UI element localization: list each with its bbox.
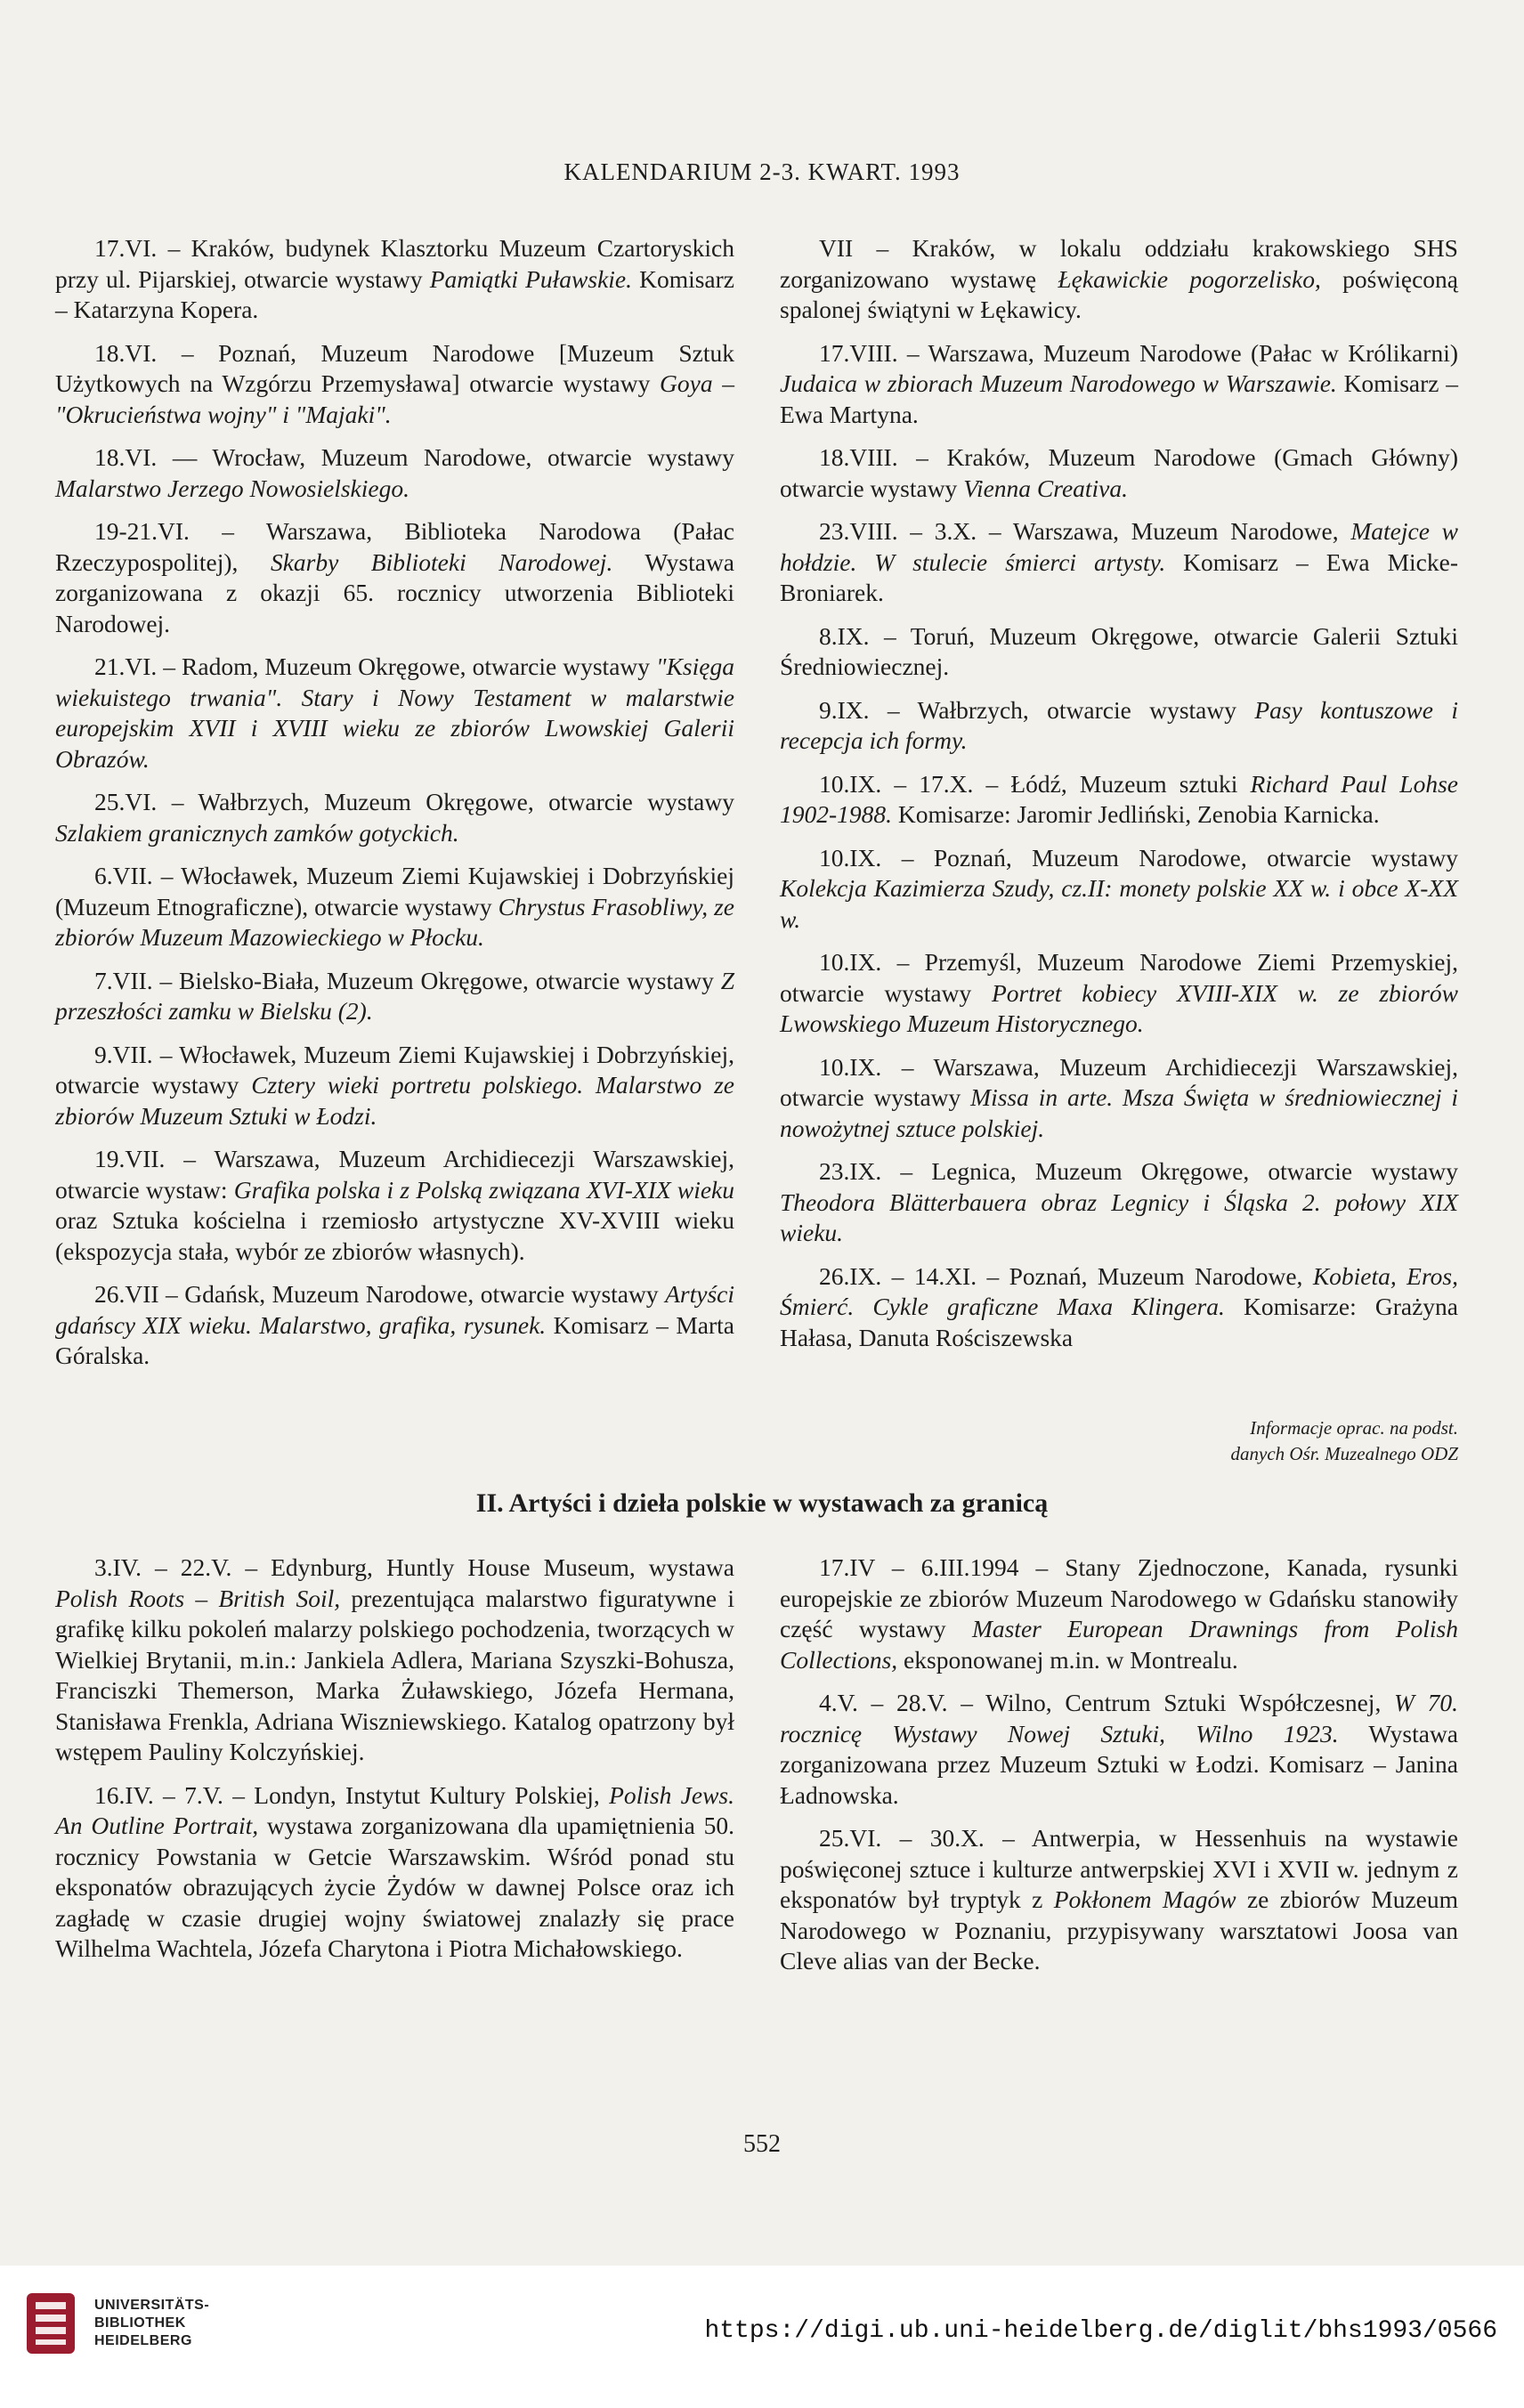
entry-text: Wrocław, Muzeum Narodowe, otwarcie wystawy: [197, 443, 734, 471]
entry-date: 18.VIII. –: [819, 443, 928, 471]
calendar-entry: [780, 516, 1458, 609]
calendar-entry: [780, 338, 1458, 431]
calendar-entry: [780, 1261, 1458, 1354]
entry-text: Przemyśl, Muzeum Narodowe Ziemi Przemyskiej, otwarcie wystawy: [780, 948, 1458, 1007]
entry-text: Wilno, Centrum Sztuki Współczesnej,: [972, 1689, 1395, 1716]
entry-date: 8.IX. –: [819, 621, 896, 650]
calendar-entry: [780, 1156, 1458, 1249]
entry-date: 19.VII. –: [94, 1145, 197, 1172]
entry-date: 23.IX. –: [819, 1157, 913, 1185]
entry-title: Theodora Blätterbauera obraz Legnicy i Śląska 2. połowy XIX wieku.: [780, 1188, 1458, 1246]
entry-text: Bielsko-Biała, Muzeum Okręgowe, otwarcie wystawy: [172, 966, 721, 994]
entry-title: "Księga wiekuistego trwania". Stary i Nowy Testament w malarstwie europejskim XVII i XVIII wieku ze zbiorów Lwowskiej Galerii Obrazów.: [55, 653, 734, 773]
calendar-entry: [55, 1279, 734, 1372]
calendar-entry: [780, 621, 1458, 683]
entry-title: Polish Jews. An Outline Portrait,: [55, 1780, 734, 1839]
calendar-entry: [780, 769, 1458, 831]
calendar-entry: [780, 947, 1458, 1040]
entry-text: Warszawa, Biblioteka Narodowa (Pałac Rzeczypospolitej),: [55, 517, 734, 576]
entry-text: Wałbrzych, otwarcie wystawy: [899, 695, 1255, 724]
entry-tail: Komisarze: Jaromir Jedliński, Zenobia Karnicka.: [892, 800, 1380, 828]
library-seal-icon: [20, 2288, 82, 2359]
entry-title: Z przeszłości zamku w Bielsku (2).: [55, 966, 734, 1025]
entry-date: 10.IX. –: [819, 1052, 914, 1081]
calendar-entry: [55, 442, 734, 504]
entry-text: Londyn, Instytut Kultury Polskiej,: [244, 1780, 610, 1809]
entry-title: Skarby Biblioteki Narodowej.: [270, 547, 613, 576]
entry-title: Artyści gdańscy XIX wieku. Malarstwo, grafika, rysunek.: [55, 1280, 734, 1339]
entry-text: Warszawa, Muzeum Narodowe (Pałac w Królikarni): [919, 338, 1458, 367]
calendar-entry: [780, 1052, 1458, 1145]
entry-title: Pokłonem Magów: [1053, 1885, 1236, 1913]
entry-tail: poświęconą spalonej świątyni w Łękawicy.: [780, 264, 1458, 323]
calendar-entry: [780, 442, 1458, 504]
entry-title: Szlakiem granicznych zamków gotyckich.: [55, 818, 459, 847]
section-title: II. Artyści i dzieła polskie w wystawach za granicą: [475, 1488, 1049, 1518]
entry-date: 10.IX. – 17.X. –: [819, 769, 999, 798]
library-name-line-2: BIBLIOTHEK: [94, 2315, 186, 2331]
calendar-entry: [780, 695, 1458, 757]
entry-tail: Komisarz – Marta Góralska.: [55, 1310, 735, 1369]
calendar-entry: [780, 1823, 1458, 1977]
entry-title: Kobieta, Eros, Śmierć. Cykle graficzne Maxa Klingera.: [780, 1261, 1458, 1320]
entry-title: Pamiątki Puławskie.: [429, 264, 632, 293]
entry-text: Włocławek, Muzeum Ziemi Kujawskiej i Dobrzyńskiej, otwarcie wystawy: [55, 1040, 734, 1099]
calendar-entry: [55, 861, 734, 953]
entry-title: Portret kobiecy XVIII-XIX w. ze zbiorów Lwowskiego Muzeum Historycznego.: [780, 978, 1458, 1037]
entry-text: Toruń, Muzeum Okręgowe, otwarcie Galerii Sztuki Średniowiecznej.: [780, 621, 1458, 680]
entry-tail: ze zbiorów Muzeum Narodowego w Poznaniu, przypisywany warsztatowi Joosa van Cleve alias van der Becke.: [780, 1885, 1459, 1974]
entry-date: 25.VI. – 30.X. –: [819, 1824, 1015, 1852]
entry-tail: Wystawa zorganizowana z okazji 65. rocznicy utworzenia Biblioteki Narodowej.: [55, 547, 735, 637]
entry-title: Kolekcja Kazimierza Szudy, cz.II: monety polskie XX w. i obce X-XX w.: [780, 874, 1458, 933]
entry-text: Legnica, Muzeum Okręgowe, otwarcie wystawy: [912, 1157, 1458, 1185]
entry-text: Łódź, Muzeum sztuki: [998, 769, 1251, 798]
entry-tail: prezentująca malarstwo figuratywne i grafikę kilku pokoleń malarzy polskiego pochodzenia, tworzących w Wielkiej Brytanii, m.in.: Jankiela Adlera, Mariana Szyszki-Bohusza, Franciszki Themerson, Marka Żuławskiego, Józefa Hermana, Stanisława Frenkla, Adriana Wiszniewskiego. Katalog opatrzony był wstępem Pauliny Kolczyńskiej.: [55, 1584, 734, 1765]
calendar-entry: [55, 516, 734, 639]
library-logo[interactable]: [20, 2288, 209, 2359]
entry-date: 3.IV. – 22.V. –: [94, 1553, 258, 1581]
entry-title: Chrystus Frasobliwy, ze zbiorów Muzeum Mazowieckiego w Płocku.: [55, 892, 734, 951]
entry-title: Łękawickie pogorzelisko,: [1058, 264, 1321, 293]
entry-text: Poznań, Muzeum Narodowe,: [999, 1261, 1313, 1290]
right-column-1: [780, 233, 1458, 1366]
source-note: [890, 1415, 1458, 1467]
entry-date: 17.VIII. –: [819, 338, 920, 367]
entry-tail: Komisarze: Grażyna Hałasa, Danuta Rościszewska: [780, 1293, 1458, 1351]
entry-title: Grafika polska i z Polską związana XVI-XIX wieku: [233, 1175, 735, 1204]
entry-title: Matejce w hołdzie. W stulecie śmierci artysty.: [780, 517, 1458, 576]
entry-date: 23.VIII. – 3.X. –: [819, 517, 1001, 545]
calendar-entry: [780, 1688, 1458, 1811]
calendar-entry: [55, 338, 734, 431]
entry-text: Kraków, budynek Klasztorku Muzeum Czartoryskich przy ul. Pijarskiej, otwarcie wystawy: [55, 234, 734, 293]
entry-date: VII –: [819, 234, 889, 262]
right-column-2: [780, 1553, 1458, 1990]
left-column-1: [55, 233, 734, 1384]
entry-date: 10.IX. –: [819, 948, 910, 976]
entry-text: Gdańsk, Muzeum Narodowe, otwarcie wystawy: [177, 1280, 666, 1308]
entry-title: Pasy kontuszowe i recepcja ich formy.: [780, 695, 1458, 754]
entry-date: 25.VI. –: [94, 788, 184, 815]
left-column-2: [55, 1553, 734, 1977]
entry-tail: Komisarz – Ewa Martyna.: [780, 369, 1458, 428]
entry-text: Stany Zjednoczone, Kanada, rysunki europejskie ze zbiorów Muzeum Narodowego w Gdańsku stanowiły część wystawy: [780, 1553, 1458, 1642]
library-name-line-1: UNIVERSITÄTS-: [94, 2298, 210, 2313]
entry-title: Missa in arte. Msza Święta w średniowiecznej i nowożytnej sztuce polskiej.: [780, 1083, 1458, 1142]
calendar-entry: [780, 233, 1458, 326]
calendar-entry: [55, 1144, 734, 1267]
calendar-entry: [55, 652, 734, 774]
entry-title: Judaica w zbiorach Muzeum Narodowego w Warszawie.: [780, 369, 1337, 397]
entry-date: 10.IX. –: [819, 843, 914, 872]
entry-date: 17.VI. –: [94, 234, 181, 262]
entry-date: 18.VI. —: [94, 443, 198, 471]
entry-date: 7.VII. –: [94, 966, 173, 994]
entry-date: 4.V. – 28.V. –: [819, 1689, 973, 1716]
page-number: 552: [743, 2130, 781, 2158]
entry-tail: eksponowanej m.in. w Montrealu.: [897, 1645, 1238, 1674]
entry-tail: oraz Sztuka kościelna i rzemiosło artystyczne XV-XVIII wieku (ekspozycja stała, wybór ze zbiorów własnych).: [55, 1206, 734, 1265]
calendar-entry: [55, 233, 734, 326]
library-name: [94, 2297, 209, 2350]
entry-title: Malarstwo Jerzego Nowosielskiego.: [55, 474, 409, 502]
entry-title: Goya – "Okrucieństwa wojny" i "Majaki".: [55, 369, 734, 428]
entry-date: 9.IX. –: [819, 695, 900, 724]
entry-title: Cztery wieki portretu polskiego. Malarstwo ze zbiorów Muzeum Sztuki w Łodzi.: [55, 1071, 734, 1130]
entry-text: Poznań, Muzeum Narodowe, otwarcie wystawy: [913, 843, 1458, 872]
entry-date: 26.VII –: [94, 1280, 178, 1308]
calendar-entry: [780, 843, 1458, 936]
calendar-entry: [780, 1553, 1458, 1675]
entry-text: Włocławek, Muzeum Ziemi Kujawskiej i Dobrzyńskiej (Muzeum Etnograficzne), otwarcie wystawy: [55, 862, 734, 920]
entry-date: 9.VII. –: [94, 1040, 173, 1068]
entry-text: Wałbrzych, Muzeum Okręgowe, otwarcie wystawy: [183, 788, 734, 815]
entry-text: Antwerpia, w Hessenhuis na wystawie poświęconej sztuce i kulturze antwerpskiej XVI i XVII w. jednym z eksponatów był tryptyk z: [780, 1824, 1458, 1913]
running-header: KALENDARIUM 2-3. KWART. 1993: [563, 158, 961, 185]
entry-date: 16.IV. – 7.V. –: [94, 1780, 245, 1809]
calendar-entry: [55, 966, 734, 1027]
entry-text: Warszawa, Muzeum Narodowe,: [1001, 517, 1351, 545]
entry-tail: Komisarz – Katarzyna Kopera.: [55, 264, 734, 323]
entry-title: Vienna Creativa.: [963, 474, 1129, 502]
source-note-line-1: Informacje oprac. na podst.: [1250, 1417, 1458, 1439]
calendar-entry: [55, 1553, 734, 1768]
entry-text: Kraków, Muzeum Narodowe (Gmach Główny) otwarcie wystawy: [780, 443, 1458, 502]
entry-title: Richard Paul Lohse 1902-1988.: [780, 769, 1458, 828]
library-name-line-3: HEIDELBERG: [94, 2333, 192, 2348]
entry-date: 17.IV – 6.III.1994 –: [819, 1553, 1049, 1581]
source-note-line-2: danych Ośr. Muzealnego ODZ: [1230, 1443, 1458, 1464]
footer-bar: [0, 2266, 1524, 2408]
entry-date: 19-21.VI. –: [94, 517, 235, 545]
entry-date: 21.VI. –: [94, 653, 176, 680]
entry-tail: Wystawa zorganizowana przez Muzeum Sztuki w Łodzi. Komisarz – Janina Ładnowska.: [780, 1719, 1459, 1809]
entry-text: Poznań, Muzeum Narodowe [Muzeum Sztuk Użytkowych na Wzgórzu Przemysława] otwarcie wystawy: [55, 338, 734, 397]
entry-text: Warszawa, Muzeum Archidiecezji Warszawskiej, otwarcie wystawy: [780, 1052, 1458, 1111]
entry-tail: Komisarz – Ewa Micke-Broniarek.: [780, 547, 1458, 606]
entry-title: Master European Drawnings from Polish Collections,: [780, 1615, 1458, 1674]
calendar-entry: [55, 1040, 734, 1132]
entry-date: 26.IX. – 14.XI. –: [819, 1261, 1000, 1290]
entry-tail: wystawa zorganizowana dla upamiętnienia 50. rocznicy Powstania w Getcie Warszawskim. Wśród ponad stu eksponatów obrazujących życie Żydów w dawnej Polsce oraz ich zagładę w czasie drugiej wojny światowej znalazły się prace Wilhelma Wachtela, Józefa Charytona i Piotra Michałowskiego.: [55, 1812, 734, 1962]
entry-text: Edynburg, Huntly House Museum, wystawa: [257, 1553, 734, 1581]
entry-date: 6.VII. –: [94, 862, 174, 889]
calendar-entry: [55, 1780, 734, 1965]
entry-text: Kraków, w lokalu oddziału krakowskiego SHS zorganizowano wystawę: [780, 234, 1458, 293]
entry-text: Warszawa, Muzeum Archidiecezji Warszawskiej, otwarcie wystaw:: [55, 1145, 734, 1204]
entry-date: 18.VI. –: [94, 338, 194, 367]
entry-title: W 70. rocznicę Wystawy Nowej Sztuki, Wilno 1923.: [780, 1689, 1458, 1747]
calendar-entry: [55, 787, 734, 848]
permalink-url[interactable]: https://digi.ub.uni-heidelberg.de/diglit/bhs1993/0566: [704, 2317, 1497, 2345]
entry-title: Polish Roots – British Soil,: [55, 1584, 341, 1612]
entry-text: Radom, Muzeum Okręgowe, otwarcie wystawy: [175, 653, 657, 680]
